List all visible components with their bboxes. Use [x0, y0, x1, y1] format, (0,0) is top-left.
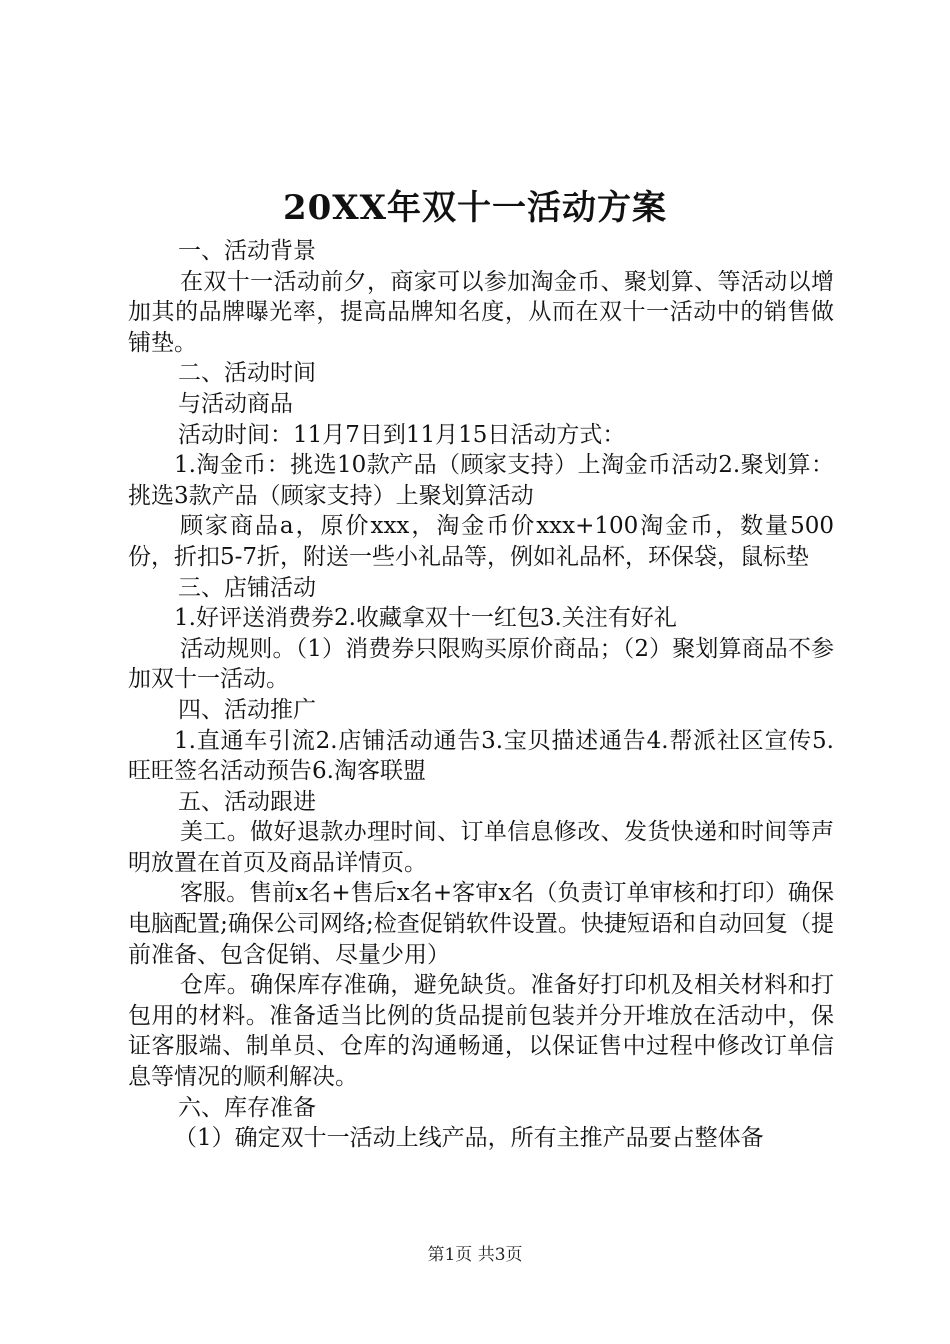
document-body [128, 236, 834, 1154]
paragraph-inventory: （1）确定双十一活动上线产品，所有主推产品要占整体备 [174, 1125, 764, 1152]
paragraph-background: 在双十一活动前夕，商家可以参加淘金币、聚划算、等活动以增加其的品牌曝光率，提高品牌知名度，从而在双十一活动中的销售做铺垫。 [128, 268, 834, 356]
paragraph-design: 美工。做好退款办理时间、订单信息修改、发货快递和时间等声明放置在首页及商品详情页。 [128, 819, 834, 876]
section-heading-promotion: 四、活动推广 [178, 696, 316, 723]
paragraph-product-a: 顾家商品a，原价xxx，淘金币价xxx+100淘金币，数量500份，折扣5-7折，附送一些小礼品等，例如礼品杯，环保袋，鼠标垫 [128, 513, 834, 570]
section-heading-products: 与活动商品 [178, 390, 293, 417]
paragraph-customer-service: 客服。售前x名+售后x名+客审x名（负责订单审核和打印）确保电脑配置;确保公司网络;检查促销软件设置。快捷短语和自动回复（提前准备、包含促销、尽量少用） [128, 880, 834, 968]
section-heading-store: 三、店铺活动 [178, 574, 316, 601]
section-heading-background: 一、活动背景 [178, 238, 316, 264]
section-heading-inventory: 六、库存准备 [178, 1094, 316, 1121]
section-heading-followup: 五、活动跟进 [178, 788, 316, 815]
paragraph-warehouse: 仓库。确保库存准确，避免缺货。准备好打印机及相关材料和打包用的材料。准备适当比例的货品提前包装并分开堆放在活动中，保证客服端、制单员、仓库的沟通畅通，以保证售中过程中修改订单信息等情况的顺利解决。 [128, 972, 834, 1091]
paragraph-activity-rules: 活动规则。（1）消费券只限购买原价商品；（2）聚划算商品不参加双十一活动。 [128, 635, 834, 693]
page-footer: 第1页 共3页 [427, 1245, 523, 1265]
paragraph-activity-methods: 1.淘金币：挑选10款产品（顾家支持）上淘金币活动2.聚划算：挑选3款产品（顾家支持）上聚划算活动 [128, 452, 834, 509]
paragraph-store-activities: 1.好评送消费券2.收藏拿双十一红包3.关注有好礼 [174, 605, 677, 632]
paragraph-promotion-list: 1.直通车引流2.店铺活动通告3.宝贝描述通告4.帮派社区宣传5.旺旺签名活动预告6.淘客联盟 [128, 727, 834, 785]
section-heading-time: 二、活动时间 [178, 360, 316, 387]
paragraph-activity-time: 活动时间：11月7日到11月15日活动方式： [178, 421, 626, 448]
document-title: 20XX年双十一活动方案 [282, 188, 668, 228]
